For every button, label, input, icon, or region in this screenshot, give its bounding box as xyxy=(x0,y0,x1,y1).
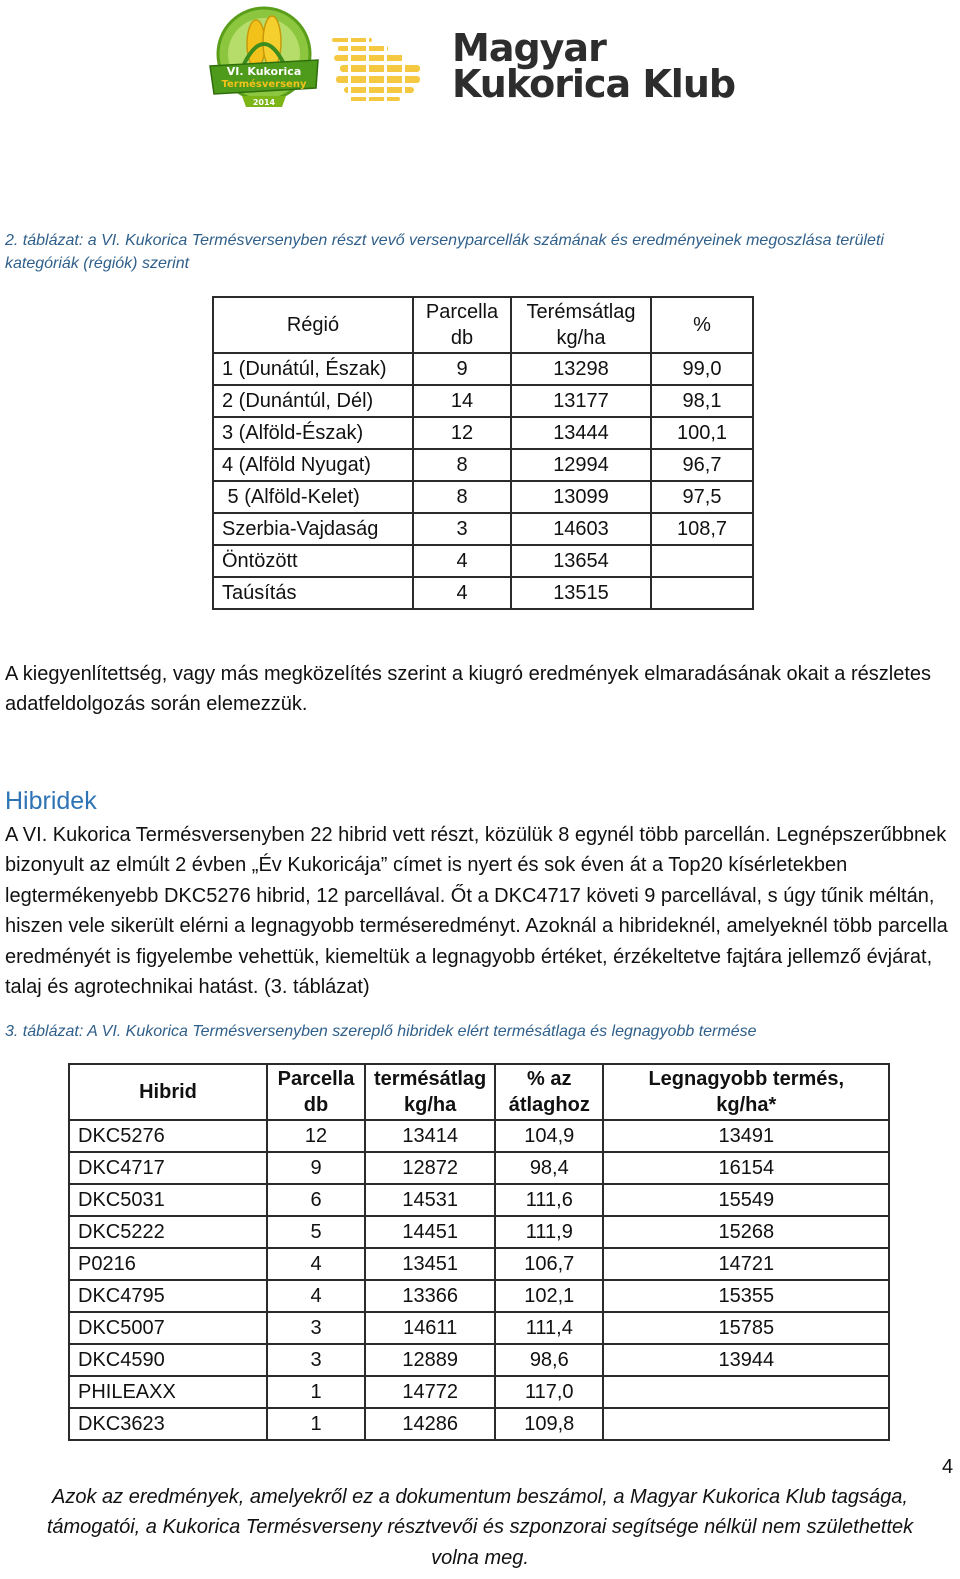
table2-caption: 3. táblázat: A VI. Kukorica Termésversenyben szereplő hibridek elért termésátlaga és legnagyobb termése xyxy=(5,1023,757,1040)
table-cell: DKC3623 xyxy=(69,1408,267,1440)
table-cell: DKC4590 xyxy=(69,1344,267,1376)
badge-title-line2: Termésverseny xyxy=(221,79,307,90)
table-cell: 12889 xyxy=(365,1344,495,1376)
table-cell: 14603 xyxy=(511,513,651,545)
table-cell: P0216 xyxy=(69,1248,267,1280)
paragraph-kiegyenlitettseg: A kiegyenlítettség, vagy más megközelítés szerint a kiugró eredmények elmaradásának okait a részletes adatfeldolgozás során elemezzük. xyxy=(5,663,932,716)
table-cell: 106,7 xyxy=(495,1248,603,1280)
table-cell: 1 (Dunátúl, Észak) xyxy=(213,353,413,385)
table-cell: PHILEAXX xyxy=(69,1376,267,1408)
regions-table xyxy=(212,296,754,610)
table-cell: 16154 xyxy=(603,1152,889,1184)
table2-header-hibrid: Hibrid xyxy=(69,1064,267,1120)
table1-header-parcella: Parcella db xyxy=(413,297,511,353)
table-cell: 15355 xyxy=(603,1280,889,1312)
table-cell xyxy=(603,1408,889,1440)
table-cell xyxy=(603,1376,889,1408)
table-cell: 13491 xyxy=(603,1120,889,1152)
table-cell: 13444 xyxy=(511,417,651,449)
table-cell: Taúsítás xyxy=(213,577,413,609)
table-cell: 8 xyxy=(413,481,511,513)
table-cell: 111,6 xyxy=(495,1184,603,1216)
table-cell: 13944 xyxy=(603,1344,889,1376)
table-cell: 3 (Alföld-Észak) xyxy=(213,417,413,449)
section-title-hibridek: Hibridek xyxy=(5,787,97,815)
badge-year: 2014 xyxy=(252,98,276,107)
table-cell: 108,7 xyxy=(651,513,753,545)
table-row xyxy=(69,1280,889,1312)
table2-header-legnagyobb: Legnagyobb termés, kg/ha* xyxy=(603,1064,889,1120)
table-row xyxy=(69,1152,889,1184)
table-cell: 3 xyxy=(413,513,511,545)
footer-acknowledgement xyxy=(0,1482,960,1573)
table-cell: 100,1 xyxy=(651,417,753,449)
table-cell: 12 xyxy=(267,1120,365,1152)
table-cell: 104,9 xyxy=(495,1120,603,1152)
table-cell: 109,8 xyxy=(495,1408,603,1440)
table-cell: 12994 xyxy=(511,449,651,481)
table-cell: 1 xyxy=(267,1376,365,1408)
table-cell: DKC4795 xyxy=(69,1280,267,1312)
table-cell: 111,4 xyxy=(495,1312,603,1344)
table-cell: 12 xyxy=(413,417,511,449)
table-row xyxy=(213,577,753,609)
table-cell: 4 xyxy=(413,545,511,577)
table-cell: 5 xyxy=(267,1216,365,1248)
table-row xyxy=(213,353,753,385)
table-cell: 1 xyxy=(267,1408,365,1440)
table-row xyxy=(213,385,753,417)
table-cell: 4 xyxy=(413,577,511,609)
table-row xyxy=(69,1408,889,1440)
table-cell: 117,0 xyxy=(495,1376,603,1408)
table-cell: 13515 xyxy=(511,577,651,609)
table-cell: DKC5031 xyxy=(69,1184,267,1216)
table-row xyxy=(69,1184,889,1216)
table-cell: DKC4717 xyxy=(69,1152,267,1184)
table2-header-termesatlag: termésátlag kg/ha xyxy=(365,1064,495,1120)
table-cell: 14451 xyxy=(365,1216,495,1248)
table-cell: 15785 xyxy=(603,1312,889,1344)
table-cell: 12872 xyxy=(365,1152,495,1184)
table-cell: 13654 xyxy=(511,545,651,577)
table-cell: 14531 xyxy=(365,1184,495,1216)
table-cell: 13414 xyxy=(365,1120,495,1152)
page-number: 4 xyxy=(942,1456,954,1478)
paragraph-hibridek: A VI. Kukorica Termésversenyben 22 hibrid vett részt, közülük 8 egynél több parcellán. Legnépszerűbbnek bizonyult az elmúlt 2 évben „Év Kukoricája” címet is nyert és sok éven át a Top20 kísérletekben legtermékenyebb DKC5276 hibrid, 12 parcellával. Őt a DKC4717 követi 9 parcellával, s úgy tűnik méltán, hiszen vele sikerült elérni a legnagyobb terméseredményt. Azoknál a hibrideknél, amelyeknél több parcella eredményét is figyelembe vehettük, kiemeltük a legnagyobb értéket, érzékeltetve fajtára jellemző évjárat, talaj és agrotechnikai hatást. (3. táblázat) xyxy=(5,824,948,999)
footer-text: Azok az eredmények, amelyekről ez a dokumentum beszámol, a Magyar Kukorica Klub tagsága, támogatói, a Kukorica Termésverseny résztvevői és szponzorai segítsége nélkül nem születhettek volna meg. xyxy=(46,1486,914,1569)
table-cell: 8 xyxy=(413,449,511,481)
table-cell: DKC5276 xyxy=(69,1120,267,1152)
table-row xyxy=(69,1344,889,1376)
table-cell: 6 xyxy=(267,1184,365,1216)
table-cell: DKC5007 xyxy=(69,1312,267,1344)
table-row xyxy=(69,1120,889,1152)
table1-header-percent: % xyxy=(651,297,753,353)
table-cell: 5 (Alföld-Kelet) xyxy=(213,481,413,513)
table-cell: 99,0 xyxy=(651,353,753,385)
hybrids-table xyxy=(68,1063,890,1441)
table-cell: 96,7 xyxy=(651,449,753,481)
table2-header-row xyxy=(69,1064,889,1120)
table-cell: 3 xyxy=(267,1312,365,1344)
table-cell: 9 xyxy=(267,1152,365,1184)
table-cell xyxy=(651,577,753,609)
table-cell: 14 xyxy=(413,385,511,417)
badge-title-line1: VI. Kukorica xyxy=(226,65,302,78)
logo-line-2: Kukorica Klub xyxy=(452,62,736,106)
table-row xyxy=(69,1312,889,1344)
table-cell: 102,1 xyxy=(495,1280,603,1312)
table-row xyxy=(213,449,753,481)
table-cell: 98,6 xyxy=(495,1344,603,1376)
table-cell: 98,4 xyxy=(495,1152,603,1184)
table-row xyxy=(213,545,753,577)
magyar-kukorica-klub-logo xyxy=(452,26,736,106)
table-cell: 98,1 xyxy=(651,385,753,417)
table-cell: 3 xyxy=(267,1344,365,1376)
table-cell: 13177 xyxy=(511,385,651,417)
table-row xyxy=(213,481,753,513)
table1-header-regio: Régió xyxy=(213,297,413,353)
table-row xyxy=(213,513,753,545)
table-cell: 14286 xyxy=(365,1408,495,1440)
table1-header-row xyxy=(213,297,753,353)
table-cell: 14611 xyxy=(365,1312,495,1344)
table-row xyxy=(69,1216,889,1248)
table-cell: 4 xyxy=(267,1280,365,1312)
table-cell: Öntözött xyxy=(213,545,413,577)
table-cell: DKC5222 xyxy=(69,1216,267,1248)
table-cell: 13451 xyxy=(365,1248,495,1280)
table-cell: 15549 xyxy=(603,1184,889,1216)
table2-header-percent: % az átlaghoz xyxy=(495,1064,603,1120)
table-cell: 97,5 xyxy=(651,481,753,513)
table2-header-parcella: Parcella db xyxy=(267,1064,365,1120)
table-row xyxy=(213,417,753,449)
logo-line-1: Magyar xyxy=(452,26,606,70)
table-cell: 15268 xyxy=(603,1216,889,1248)
competition-badge-logo xyxy=(204,4,324,110)
table-cell: 111,9 xyxy=(495,1216,603,1248)
table-cell: 14772 xyxy=(365,1376,495,1408)
table-cell: 14721 xyxy=(603,1248,889,1280)
table-cell xyxy=(651,545,753,577)
table1-header-termesatlag: Terémsátlag kg/ha xyxy=(511,297,651,353)
table-cell: 9 xyxy=(413,353,511,385)
table-cell: 4 xyxy=(267,1248,365,1280)
table-row xyxy=(69,1248,889,1280)
table-cell: 13298 xyxy=(511,353,651,385)
table-cell: 4 (Alföld Nyugat) xyxy=(213,449,413,481)
table-row xyxy=(69,1376,889,1408)
table1-caption: 2. táblázat: a VI. Kukorica Termésversenyben részt vevő versenyparcellák számának és eredményeinek megoszlása területi kategóriák (régiók) szerint xyxy=(5,232,884,272)
table-cell: 2 (Dunántúl, Dél) xyxy=(213,385,413,417)
table-cell: 13099 xyxy=(511,481,651,513)
table-cell: Szerbia-Vajdaság xyxy=(213,513,413,545)
page-header xyxy=(0,0,960,120)
table-cell: 13366 xyxy=(365,1280,495,1312)
corn-dots-logo xyxy=(330,32,440,104)
